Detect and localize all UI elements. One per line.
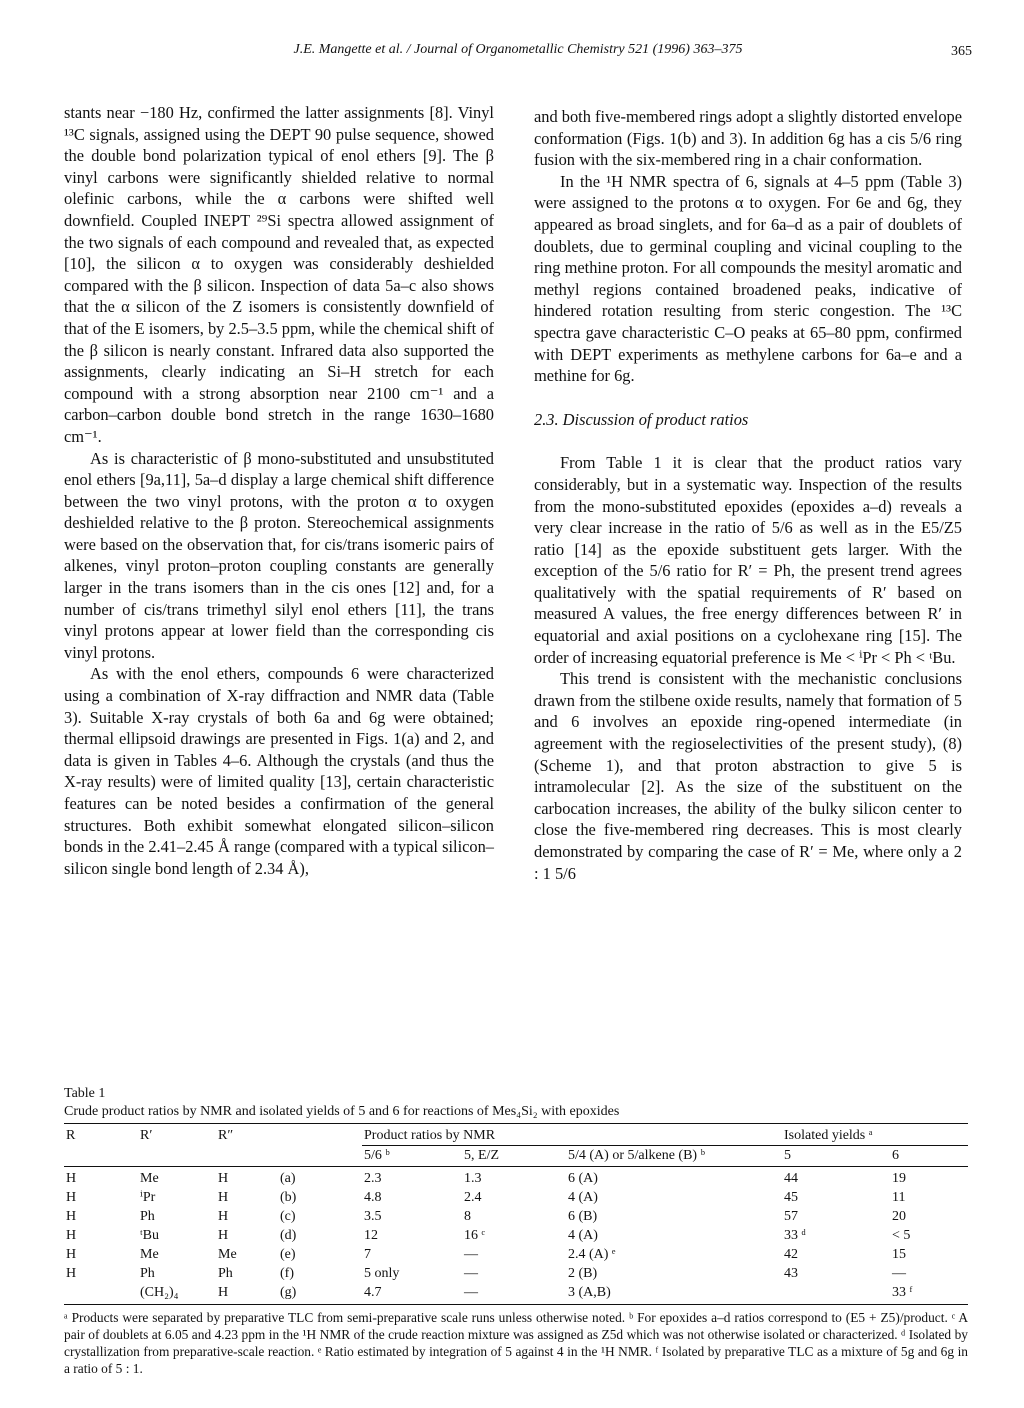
table-row: H Me Me (e) 7 — 2.4 (A) ᵉ 42 15 xyxy=(66,1247,906,1262)
header-r: R xyxy=(64,1124,138,1146)
table-row: H Ph Ph (f) 5 only — 2 (B) 43 — xyxy=(66,1266,906,1281)
header-isolated-yields: Isolated yields ᵃ xyxy=(782,1124,968,1146)
header-5-4-ratio: 5/4 (A) or 5/alkene (B) ᵇ xyxy=(566,1146,782,1167)
product-ratio-table xyxy=(64,1123,968,1305)
header-yield-6: 6 xyxy=(890,1146,968,1167)
right-paragraph-4: This trend is consistent with the mechanistic conclusions drawn from the stilbene oxide results, namely that formation of 5 and 6 involves an epoxide ring-opened intermediate (in agreement with the regioselectivities of the present study), (8) (Scheme 1), and that proton abstraction to give 5 is intramolecular [2]. As the size of the substituent on the carbocation increases, the ability of the bulky silicon center to close the five-membered ring decreases. This is most clearly demonstrated by comparing the case of R′ = Me, where only a 2 : 1 5/6 xyxy=(534,669,962,883)
page-number: 365 xyxy=(951,44,972,59)
table-row: H Me H (a) 2.3 1.3 6 (A) 44 19 xyxy=(66,1171,906,1186)
header-yield-5: 5 xyxy=(782,1146,890,1167)
header-r-prime: R′ xyxy=(138,1124,216,1146)
section-heading: 2.3. Discussion of product ratios xyxy=(534,409,749,429)
right-paragraph-1: and both five-membered rings adopt a slightly distorted envelope conformation (Figs. 1(b) and 3). In addition 6g has a cis 5/6 ring fusion with the six-membered ring in a chair conformation. xyxy=(534,107,962,170)
right-paragraph-2: In the ¹H NMR spectra of 6, signals at 4–5 ppm (Table 3) were assigned to the protons α to oxygen. For 6e and 6g, they appeared as broad singlets, and for 6a–d as a pair of doublets of doublets, due to germinal coupling and vicinal coupling to the ring methine proton. For all compounds the mesityl aromatic and methyl regions contained broadened peaks, indicative of hindered rotation resulting from steric congestion. The ¹³C spectra gave characteristic C–O peaks at 65–80 ppm, confirmed with DEPT experiments as methylene carbons for 6a–e and a methine for 6g. xyxy=(534,171,962,386)
header-5-6-ratio: 5/6 ᵇ xyxy=(362,1146,462,1167)
table-1 xyxy=(64,1085,968,1377)
table-row: (CH₂)₄ H (g) 4.7 — 3 (A,B) 33 ᶠ xyxy=(64,1283,968,1305)
header-5-ez: 5, E/Z xyxy=(462,1146,566,1167)
table-row: H ᵗBu H (d) 12 16 ᶜ 4 (A) 33 ᵈ < 5 xyxy=(66,1228,911,1243)
left-column xyxy=(64,102,494,879)
table-row: H ⁱPr H (b) 4.8 2.4 4 (A) 45 11 xyxy=(66,1190,906,1205)
left-paragraph-2: As is characteristic of β mono-substituted and unsubstituted enol ethers [9a,11], 5a–d display a large chemical shift difference between the two vinyl protons, with the proton α to oxygen deshielded relative to the β proton. Stereochemical assignments were based on the observation that, for cis/trans isomeric pairs of alkenes, vinyl proton–proton coupling constants are generally larger in the trans isomers than in the cis ones [12] and, for a number of cis/trans trimethyl silyl enol ethers [11], the trans vinyl protons appear at lower field than the corresponding cis vinyl protons. xyxy=(64,448,494,662)
table-caption: Crude product ratios by NMR and isolated yields of 5 and 6 for reactions of Mes₄Si₂ with epoxides xyxy=(64,1104,620,1119)
header-product-ratios: Product ratios by NMR xyxy=(362,1124,782,1146)
left-paragraph-3: As with the enol ethers, compounds 6 were characterized using a combination of X-ray diffraction and NMR data (Table 3). Suitable X-ray crystals of both 6a and 6g were obtained; thermal ellipsoid drawings are presented in Figs. 1(a) and 2, and data is given in Tables 4–6. Although the crystals (and thus the X-ray results) were of limited quality [13], certain characteristic features can be noted besides a confirmation of the general structures. Both exhibit somewhat elongated silicon–silicon bonds in the 2.41–2.45 Å range (compared with a typical silicon–silicon single bond length of 2.34 Å), xyxy=(64,664,494,878)
running-header xyxy=(64,42,972,66)
table-footnotes: ᵃ Products were separated by preparative TLC from semi-preparative scale runs unless otherwise noted. ᵇ For epoxides a–d ratios correspond to (E5 + Z5)/product. ᶜ A pair of doublets at 6.05 and 4.23 ppm in the ¹H NMR of the crude reaction mixture was assigned as Z5d which was not otherwise isolated or characterized. ᵈ Isolated by crystallization from preparative-scale reaction. ᵉ Ratio estimated by integration of 5 against 4 in the ¹H NMR. ᶠ Isolated by preparative TLC as a mixture of 5g and 6g in a ratio of 5 : 1. xyxy=(64,1310,968,1376)
header-r-double-prime: R″ xyxy=(216,1124,278,1146)
left-paragraph-1: stants near −180 Hz, confirmed the latter assignments [8]. Vinyl ¹³C signals, assigned using the DEPT 90 pulse sequence, showed the double bond polarization typical of enol ethers [9]. The β vinyl carbons were significantly shielded relative to normal olefinic carbons, while the α carbons were shifted well downfield. Coupled INEPT ²⁹Si spectra allowed assignment of the two signals of each compound and revealed that, as expected [10], the silicon α to oxygen was considerably deshielded compared with the β silicon. Inspection of data 5a–c also shows that the α silicon of the Z isomers is consistently downfield of that of the E isomers, by 2.5–3.5 ppm, while the chemical shift of the β silicon is nearly constant. Infrared data also supported the assignments, clearly indicating an Si–H stretch for each compound with a strong absorption near 2100 cm⁻¹ and a carbon–carbon double bond stretch in the range 1630–1680 cm⁻¹. xyxy=(64,103,494,446)
right-paragraph-3: From Table 1 it is clear that the product ratios vary considerably, but in a systematic way. Inspection of the results from the mono-substituted epoxides (epoxides a–d) reveals a very clear increase in the ratio of 5/6 as well as in the E5/Z5 ratio [14] as the epoxide substituent gets larger. With the exception of the 5/6 ratio for R′ = Ph, the present trend agrees qualitatively with the spatial requirements of R′ based on measured A values, the free energy differences between R′ in equatorial and axial positions on a cyclohexane ring [15]. The order of increasing equatorial preference is Me < ⁱPr < Ph < ᵗBu. xyxy=(534,453,962,667)
journal-citation: J.E. Mangette et al. / Journal of Organometallic Chemistry 521 (1996) 363–375 xyxy=(293,42,743,57)
table-label: Table 1 xyxy=(64,1086,106,1101)
right-column xyxy=(534,106,962,884)
table-row: H Ph H (c) 3.5 8 6 (B) 57 20 xyxy=(66,1209,906,1224)
